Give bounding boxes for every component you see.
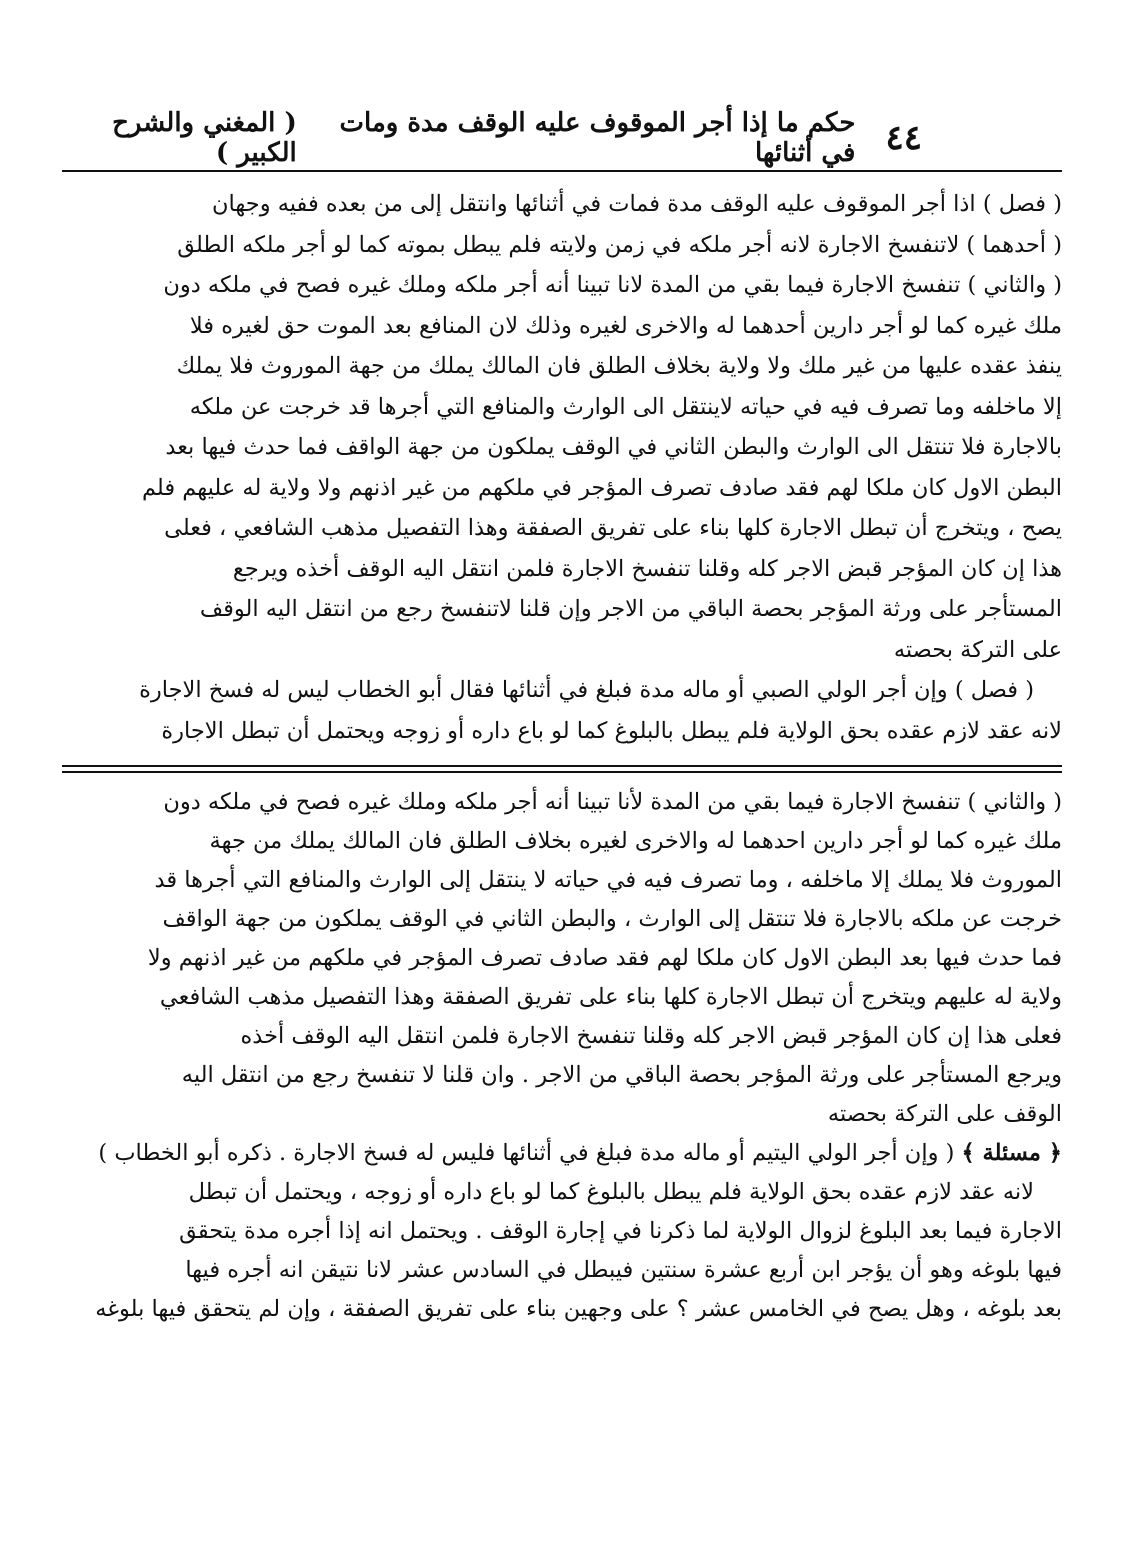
text-line: هذا إن كان المؤجر قبض الاجر كله وقلنا تنفسخ الاجارة فلمن انتقل اليه الوقف أخذه ويرجع <box>232 555 1062 582</box>
text-line: فما حدث فيها بعد البطن الاول كان ملكا لهم فقد صادف تصرف المؤجر في ملكهم من غير اذنهم ولا <box>147 945 1062 971</box>
text-line: البطن الاول كان ملكا لهم فقد صادف تصرف المؤجر في ملكهم من غير اذنهم ولا ولاية له عليهم فلم <box>141 474 1062 501</box>
masala-line <box>62 1134 1062 1173</box>
text-line: ملك غيره كما لو أجر دارين أحدهما له والاخرى لغيره وذلك لان المنافع بعد الموت حق لغيره فلا <box>189 312 1062 339</box>
text-line: لانه عقد لازم عقده بحق الولاية فلم يبطل بالبلوغ كما لو باع داره أو زوجه ، ويحتمل أن تبطل <box>188 1179 1034 1205</box>
text-line: ( والثاني ) تنفسخ الاجارة فيما بقي من المدة لأنا تبينا أنه أجر ملكه وملك غيره فصح في ملكه دون <box>163 789 1062 815</box>
text-line: فعلى هذا إن كان المؤجر قبض الاجر كله وقلنا تنفسخ الاجارة فلمن انتقل اليه الوقف أخذه <box>240 1023 1062 1049</box>
book-title: ( المغني والشرح الكبير ) <box>112 108 297 168</box>
text-line: الموروث فلا يملك إلا ماخلفه ، وما تصرف فيه في حياته لا ينتقل إلى الوارث والمنافع التي أجرها قد <box>154 867 1062 893</box>
text-line: ولاية له عليهم ويتخرج أن تبطل الاجارة كلها بناء على تفريق الصفقة وهذا التفصيل مذهب الشافعي <box>159 984 1062 1010</box>
text-line: ( والثاني ) تنفسخ الاجارة فيما بقي من المدة لانا تبينا أنه أجر ملكه وملك غيره فصح في ملكه دون <box>163 272 1062 298</box>
masala-text: ( وإن أجر الولي اليتيم أو ماله مدة فبلغ في أثنائها فليس له فسخ الاجارة . ذكره أبو الخطاب ) <box>98 1140 955 1166</box>
page-number: ٤٤ <box>885 118 922 158</box>
text-line: ( فصل ) اذا أجر الموقوف عليه الوقف مدة فمات في أثنائها وانتقل إلى من بعده ففيه وجهان <box>212 191 1062 217</box>
text-line: ينفذ عقده عليها من غير ملك ولا ولاية بخلاف الطلق فان المالك يملك من جهة الموروث فلا يملك <box>176 353 1062 379</box>
text-line: بعد بلوغه ، وهل يصح في الخامس عشر ؟ على وجهين بناء على تفريق الصفقة ، وإن لم يتحقق فيها بلوغه <box>95 1296 1062 1322</box>
text-line: المستأجر على ورثة المؤجر بحصة الباقي من الاجر وإن قلنا لاتنفسخ رجع من انتقل اليه الوقف <box>199 596 1062 622</box>
text-line: ( فصل ) وإن أجر الولي الصبي أو ماله مدة فبلغ في أثنائها فقال أبو الخطاب ليس له فسخ الاجارة <box>139 677 1034 703</box>
text-line: ويرجع المستأجر على ورثة المؤجر بحصة الباقي من الاجر . وان قلنا لا تنفسخ رجع من انتقل اليه <box>181 1062 1062 1088</box>
masala-label: ﴿ مسئلة ﴾ <box>961 1140 1062 1166</box>
text-line: خرجت عن ملكه بالاجارة فلا تنتقل إلى الوارث ، والبطن الثاني في الوقف يملكون من جهة الواقف <box>162 906 1062 932</box>
text-line: ملك غيره كما لو أجر دارين احدهما له والاخرى لغيره بخلاف الطلق فان المالك يملك من جهة <box>209 828 1062 854</box>
upper-text-block <box>62 184 1062 751</box>
text-line: ( أحدهما ) لاتنفسخ الاجارة لانه أجر ملكه في زمن ولايته فلم يبطل بموته كما لو أجر ملكه الطلق <box>177 231 1062 258</box>
page <box>62 108 1062 1329</box>
text-line: على التركة بحصته <box>893 636 1062 663</box>
text-line: إلا ماخلفه وما تصرف فيه في حياته لاينتقل الى الوارث والمنافع التي أجرها قد خرجت عن ملكه <box>189 393 1062 420</box>
text-line: يصح ، ويتخرج أن تبطل الاجارة كلها بناء على تفريق الصفقة وهذا التفصيل مذهب الشافعي ، فعلى <box>164 515 1062 541</box>
text-line: الاجارة فيما بعد البلوغ لزوال الولاية لما ذكرنا في إجارة الوقف . ويحتمل انه إذا أجره مدة يتحقق <box>179 1218 1062 1244</box>
header-rule <box>62 170 1062 172</box>
text-line: بالاجارة فلا تنتقل الى الوارث والبطن الثاني في الوقف يملكون من جهة الواقف فما حدث فيها بعد <box>165 434 1062 460</box>
text-line: الوقف على التركة بحصته <box>827 1101 1062 1127</box>
text-line: لانه عقد لازم عقده بحق الولاية فلم يبطل بالبلوغ كما لو باع داره أو زوجه ويحتمل أن تبطل الاجارة <box>161 717 1062 744</box>
running-title: حكم ما إذا أجر الموقوف عليه الوقف مدة ومات في أثنائها <box>339 108 856 168</box>
section-divider <box>62 765 1062 773</box>
lower-text-block <box>62 783 1062 1329</box>
page-header <box>62 108 1062 168</box>
text-line: فيها بلوغه وهو أن يؤجر ابن أربع عشرة سنتين فيبطل في السادس عشر لانا نتيقن انه أجره فيها <box>185 1257 1062 1283</box>
